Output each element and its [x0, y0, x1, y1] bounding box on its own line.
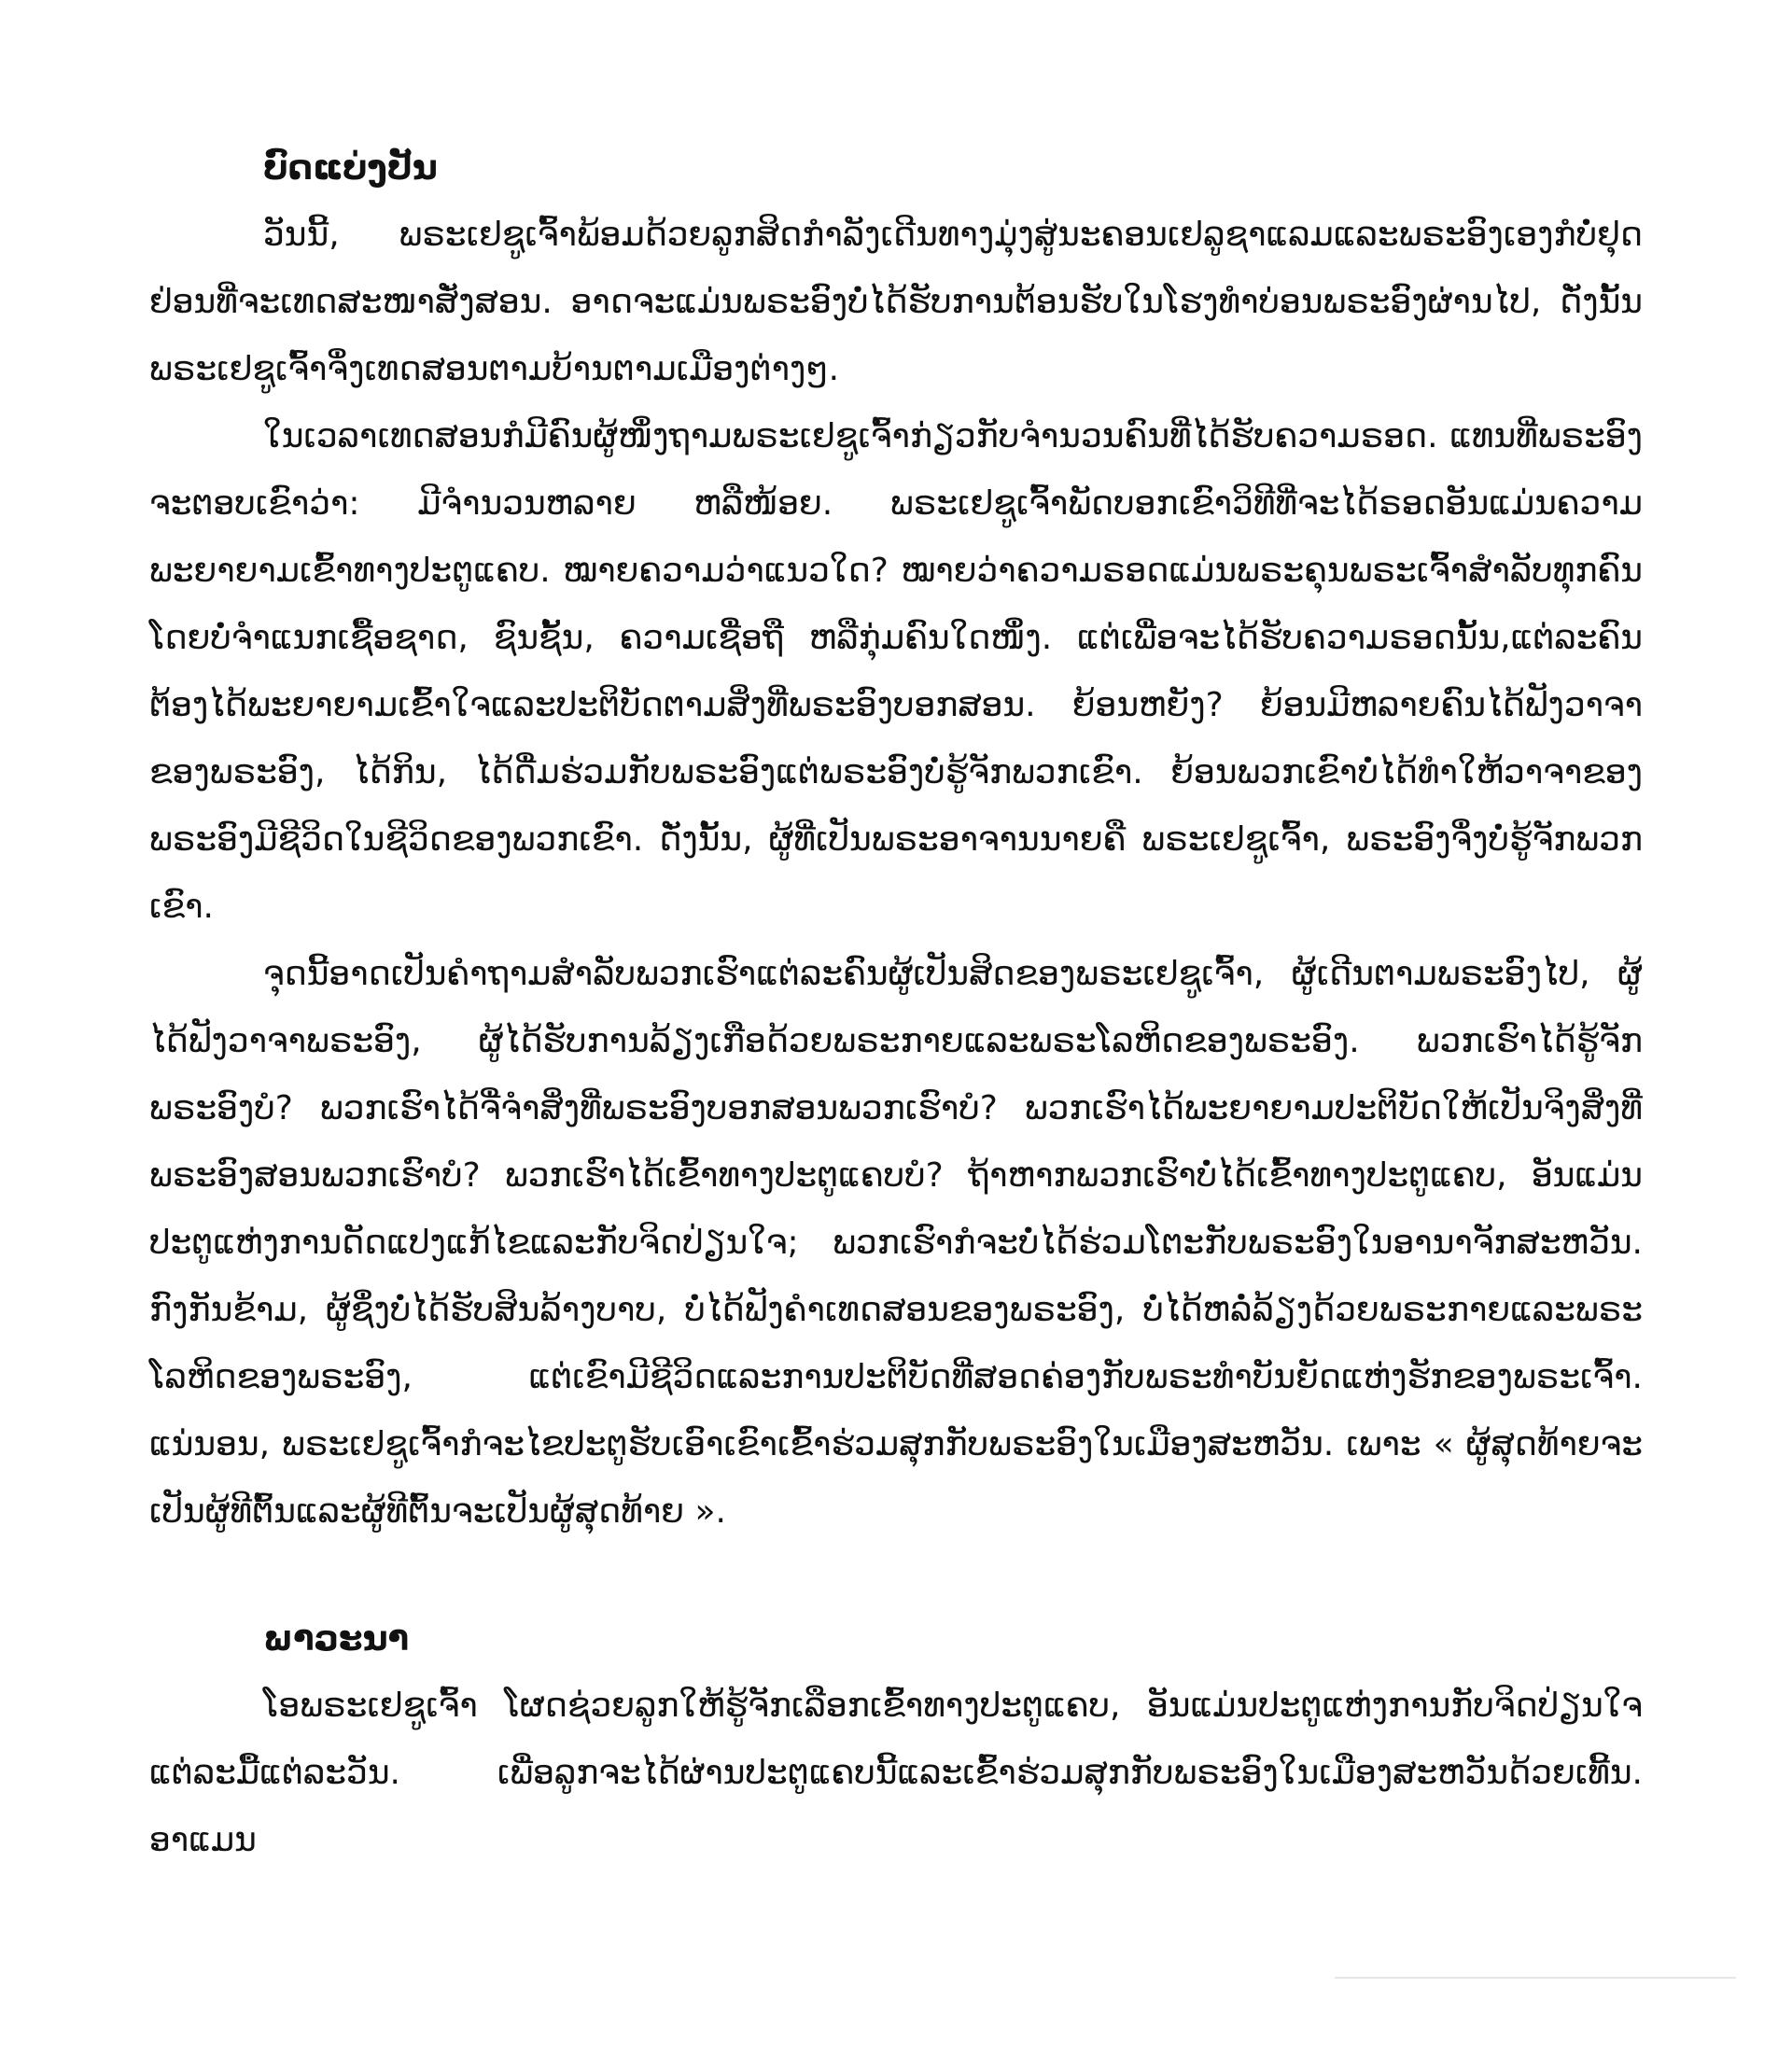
section-spacer	[149, 1546, 1643, 1611]
reflection-heading: ບົດແບ່ງປັນ	[263, 147, 438, 188]
prayer-heading: ພາວະນາ	[263, 1618, 410, 1659]
reflection-paragraph-1: ວັນນີ້, ພຣະເຢຊູເຈົ້າພ້ອມດ້ວຍລູກສິດກຳລັງເດີນທາງມຸ່ງສູ່ນະຄອນເຢລູຊາແລມແລະພຣະອົງເອງກໍບໍ່ຢຸດຢ່ອນທີ່ຈະເທດສະໜາສັ່ງສອນ. ອາດຈະແມ່ນພຣະອົງບໍ່ໄດ້ຮັບການຕ້ອນຮັບໃນໂຮງທຳບ່ອນພຣະອົງຜ່ານໄປ, ດັ່ງນັ້ນພຣະເຢຊູເຈົ້າຈຶ່ງເທດສອນຕາມບ້ານຕາມເມືອງຕ່າງໆ.	[149, 216, 1643, 388]
footer-divider	[1335, 1977, 1736, 1979]
document-page	[149, 140, 1643, 1874]
reflection-paragraph-2: ໃນເວລາເທດສອນກໍມີຄົນຜູ້ໜຶ່ງຖາມພຣະເຢຊູເຈົ້າກ່ຽວກັບຈຳນວນຄົນທີ່ໄດ້ຮັບຄວາມຣອດ. ແທນທີ່ພຣະອົງຈະຕອບເຂົາວ່າ: ມີຈຳນວນຫລາຍ ຫລືໜ້ອຍ. ພຣະເຢຊູເຈົ້າພັດບອກເຂົາວິທີທີ່ຈະໄດ້ຣອດອັນແມ່ນຄວາມພະຍາຍາມເຂົ້າທາງປະຕູແຄບ. ໝາຍຄວາມວ່າແນວໃດ? ໝາຍວ່າຄວາມຣອດແມ່ນພຣະຄຸນພຣະເຈົ້າສຳລັບທຸກຄົນໂດຍບໍ່ຈຳແນກເຊື້ອຊາດ, ຊົນຊັ້ນ, ຄວາມເຊື່ອຖື ຫລືກຸ່ມຄົນໃດໜຶ່ງ. ແຕ່ເພື່ອຈະໄດ້ຮັບຄວາມຣອດນັ້ນ,ແຕ່ລະຄົນຕ້ອງໄດ້ພະຍາຍາມເຂົ້າໃຈແລະປະຕິບັດຕາມສິ່ງທີ່ພຣະອົງບອກສອນ. ຍ້ອນຫຍັງ? ຍ້ອນມີຫລາຍຄົນໄດ້ຟັງວາຈາຂອງພຣະອົງ, ໄດ້ກິນ, ໄດ້ດື່ມຮ່ວມກັບພຣະອົງແຕ່ພຣະອົງບໍ່ຮູ້ຈັກພວກເຂົາ. ຍ້ອນພວກເຂົາບໍ່ໄດ້ທຳໃຫ້ວາຈາຂອງພຣະອົງມີຊີວິດໃນຊີວິດຂອງພວກເຂົາ. ດັ່ງນັ້ນ, ຜູ້ທີ່ເປັນພຣະອາຈານນາຍຄື ພຣະເຢຊູເຈົ້າ, ພຣະອົງຈຶ່ງບໍ່ຮູ້ຈັກພວກເຂົາ.	[149, 417, 1643, 926]
reflection-paragraph-3: ຈຸດນີ້ອາດເປັນຄຳຖາມສຳລັບພວກເຮົາແຕ່ລະຄົນຜູ້ເປັນສິດຂອງພຣະເຢຊູເຈົ້າ, ຜູ້ເດີນຕາມພຣະອົງໄປ, ຜູ້ໄດ້ຟັງວາຈາພຣະອົງ, ຜູ້ໄດ້ຮັບການລ້ຽງເກືອດ້ວຍພຣະກາຍແລະພຣະໂລຫິດຂອງພຣະອົງ. ພວກເຮົາໄດ້ຮູ້ຈັກພຣະອົງບໍ? ພວກເຮົາໄດ້ຈື່ຈຳສິ່ງທີ່ພຣະອົງບອກສອນພວກເຮົາບໍ? ພວກເຮົາໄດ້ພະຍາຍາມປະຕິບັດໃຫ້ເປັນຈິງສິ່ງທີ່ພຣະອົງສອນພວກເຮົາບໍ? ພວກເຮົາໄດ້ເຂົ້າທາງປະຕູແຄບບໍ? ຖ້າຫາກພວກເຮົາບໍ່ໄດ້ເຂົ້າທາງປະຕູແຄບ, ອັນແມ່ນປະຕູແຫ່ງການດັດແປງແກ້ໄຂແລະກັບຈິດປ່ຽນໃຈ; ພວກເຮົາກໍຈະບໍ່ໄດ້ຮ່ວມໂຕະກັບພຣະອົງໃນອານາຈັກສະຫວັນ. ກົງກັນຂ້າມ, ຜູ້ຊຶ່ງບໍ່ໄດ້ຮັບສິນລ້າງບາບ, ບໍ່ໄດ້ຟັງຄຳເທດສອນຂອງພຣະອົງ, ບໍ່ໄດ້ຫລໍ່ລ້ຽງດ້ວຍພຣະກາຍແລະພຣະໂລຫິດຂອງພຣະອົງ, ແຕ່ເຂົາມີຊີວິດແລະການປະຕິບັດທີ່ສອດຄ່ອງກັບພຣະທຳບັນຍັດແຫ່ງຮັກຂອງພຣະເຈົ້າ. ແນ່ນອນ, ພຣະເຢຊູເຈົ້າກໍຈະໄຂປະຕູຮັບເອົາເຂົາເຂົ້າຮ່ວມສຸກກັບພຣະອົງໃນເມືອງສະຫວັນ. ເພາະ « ຜູ້ສຸດທ້າຍຈະເປັນຜູ້ທີຕົ້ນແລະຜູ້ທີຕົ້ນຈະເປັນຜູ້ສຸດທ້າຍ ».	[149, 955, 1643, 1531]
prayer-paragraph: ໂອພຣະເຢຊູເຈົ້າ ໂຜດຊ່ວຍລູກໃຫ້ຮູ້ຈັກເລືອກເຂົ້າທາງປະຕູແຄບ, ອັນແມ່ນປະຕູແຫ່ງການກັບຈິດປ່ຽນໃຈແຕ່ລະມື້ແຕ່ລະວັນ. ເພື່ອລູກຈະໄດ້ຜ່ານປະຕູແຄບນີ້ແລະເຂົ້າຮ່ວມສຸກກັບພຣະອົງໃນເມືອງສະຫວັນດ້ວຍເທີ້ນ. ອາແມນ	[149, 1687, 1643, 1859]
